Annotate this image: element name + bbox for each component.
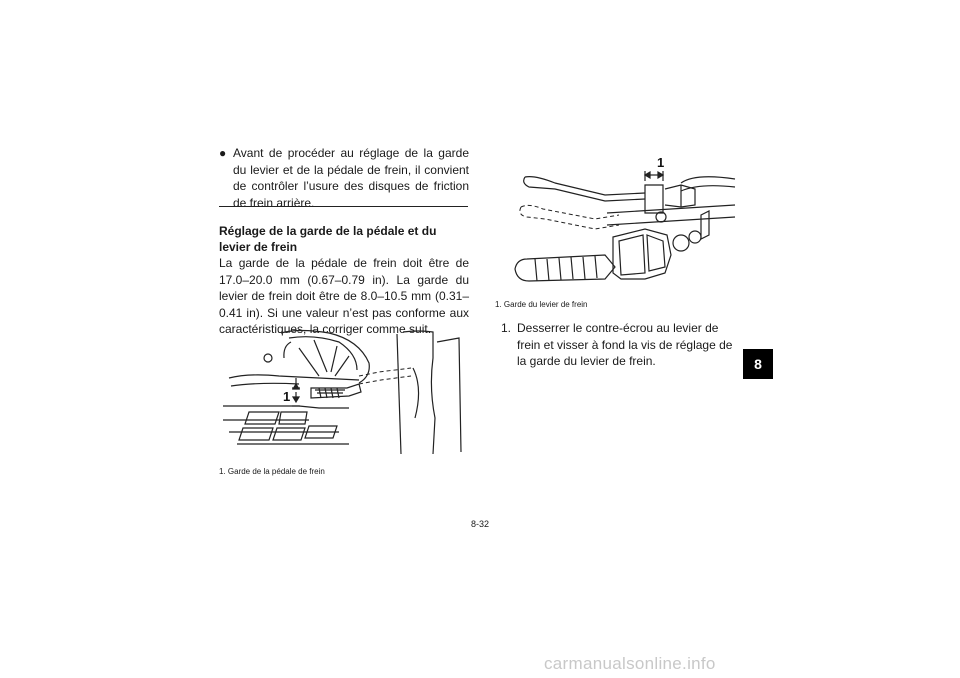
brake-lever-illustration — [495, 155, 745, 295]
page-number: 8-32 — [470, 519, 489, 529]
step-number: 1. — [501, 321, 512, 335]
chapter-tab: 8 — [743, 349, 773, 379]
lever-callout: 1 — [657, 155, 665, 170]
step-1 — [495, 320, 745, 370]
section-heading: Réglage de la garde de la pédale et du levier de frein — [219, 224, 437, 254]
lever-caption: 1. Garde du levier de frein — [495, 300, 588, 309]
bullet-icon: ● — [219, 146, 227, 160]
pedal-callout: 1 — [283, 389, 291, 404]
note-block — [219, 145, 469, 211]
pedal-caption: 1. Garde de la pédale de frein — [219, 467, 325, 476]
note-text: Avant de procéder au réglage de la garde du levier et de la pédale de frein, il convient de contrôler l’usure des disques de friction de frein arrière. — [233, 146, 469, 210]
step-text: Desserrer le contre-écrou au levier de frein et visser à fond la vis de réglage de la garde du levier de frein. — [517, 321, 733, 368]
brake-pedal-illustration — [219, 328, 469, 456]
divider — [219, 206, 468, 207]
watermark: carmanualsonline.info — [544, 654, 716, 673]
section-body: La garde de la pédale de frein doit être de 17.0–20.0 mm (0.67–0.79 in). La garde du levier de frein doit être de 8.0–10.5 mm (0.31–0.41 in). Si une valeur n’est pas conforme aux caractéristiques, la corriger comme suit. — [219, 256, 469, 336]
